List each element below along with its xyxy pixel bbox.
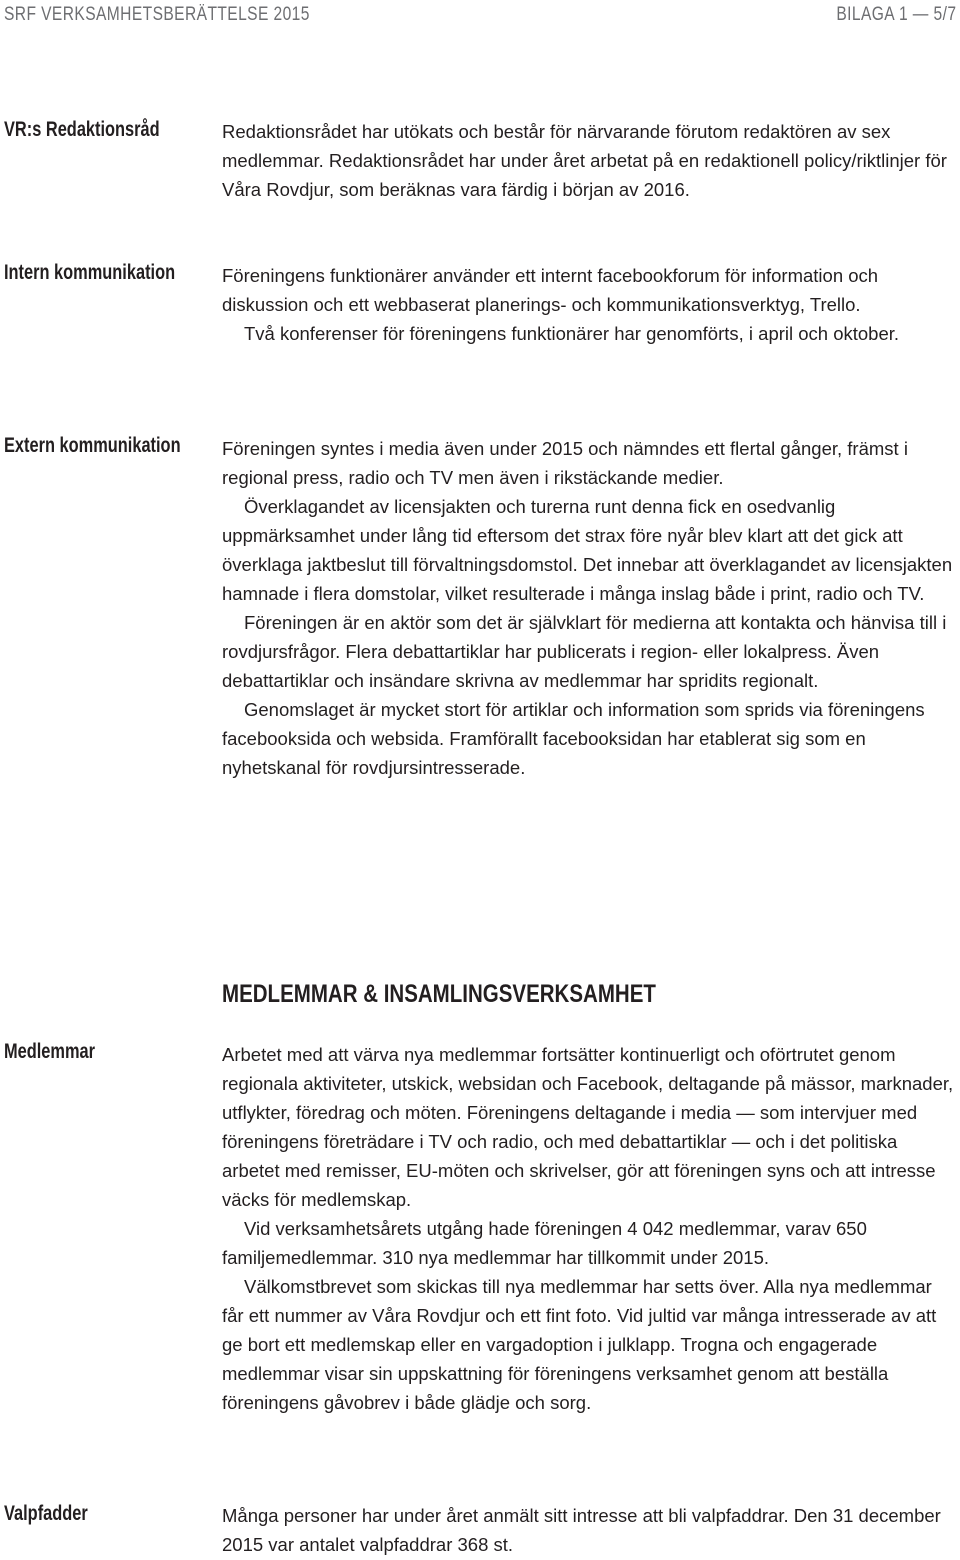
section-redaktionsrad [222, 117, 956, 204]
side-label-medlemmar: Medlemmar [4, 1040, 96, 1063]
paragraph: Arbetet med att värva nya medlemmar fortsätter kontinuerligt och oförtrutet genom regionala aktiviteter, utskick, websidan och Facebook, deltagande på mässor, marknader, utflykter, föredrag och möten. Föreningens deltagande i media — som intervjuer med föreningens företrädare i TV och radio, och med debattartiklar — och i det politiska arbetet med remisser, EU-möten och skrivelser, gör att föreningen syns och att intresse väcks för medlemskap. [222, 1044, 954, 1210]
paragraph: Föreningen syntes i media även under 2015 och nämndes ett flertal gånger, främst i regional press, radio och TV men även i rikstäckande medier. [222, 438, 908, 488]
paragraph: Många personer har under året anmält sitt intresse att bli valpfaddrar. Den 31 december 2015 var antalet valpfaddrar 368 st. [222, 1505, 941, 1555]
paragraph: Överklagandet av licensjakten och turerna runt denna fick en osedvanlig uppmärksamhet under lång tid eftersom det strax före nyår blev klart att det gick att överklaga jaktbeslut till förvaltningsdomstol. Det innebar att överklagandet av licensjakten hamnade i flera domstolar, vilket resulterade i många inslag både i print, radio och TV. [222, 496, 953, 604]
section-medlemmar [222, 1040, 956, 1417]
side-label-intern: Intern kommunikation [4, 261, 176, 284]
side-label-redaktionsrad: VR:s Redaktionsråd [4, 118, 160, 141]
section-extern [222, 434, 956, 782]
paragraph: Genomslaget är mycket stort för artiklar och information som sprids via föreningens facebooksida och websida. Framförallt facebooksidan har etablerat sig som en nyhetskanal för rovdjursintresserade. [222, 699, 925, 778]
paragraph: Föreningen är en aktör som det är självklart för medierna att kontakta och hänvisa till i rovdjursfrågor. Flera debattartiklar har publicerats i region- eller lokalpress. Även debattartiklar och insändare skrivna av medlemmar har spridits regionalt. [222, 612, 947, 691]
section-intern [222, 261, 956, 348]
paragraph: Föreningens funktionärer använder ett internt facebookforum för information och diskussion och ett webbaserat planerings- och kommunikationsverktyg, Trello. [222, 265, 879, 315]
side-label-extern: Extern kommunikation [4, 434, 181, 457]
running-header-page: BILAGA 1 — 5/7 [835, 4, 956, 25]
side-label-valpfadder: Valpfadder [4, 1502, 88, 1525]
paragraph: Redaktionsrådet har utökats och består för närvarande förutom redaktören av sex medlemmar. Redaktionsrådet har under året arbetat på en redaktionell policy/riktlinjer för Våra Rovdjur, som beräknas vara färdig i början av 2016. [222, 121, 947, 200]
paragraph: Välkomstbrevet som skickas till nya medlemmar har setts över. Alla nya medlemmar får ett nummer av Våra Rovdjur och ett fint foto. Vid jultid var många intresserade av att ge bort ett medlemskap eller en vargadoption i julklapp. Trogna och engagerade medlemmar visar sin uppskattning för föreningens verksamhet genom att beställa föreningens gåvobrev i både glädje och sorg. [222, 1276, 937, 1413]
paragraph: Vid verksamhetsårets utgång hade föreningen 4 042 medlemmar, varav 650 familjemedlemmar. 310 nya medlemmar har tillkommit under 2015. [222, 1218, 867, 1268]
running-header-title: SRF VERKSAMHETSBERÄTTELSE 2015 [4, 4, 310, 25]
paragraph: Två konferenser för föreningens funktionärer har genomförts, i april och oktober. [244, 323, 900, 344]
section-heading-medlemmar: MEDLEMMAR & INSAMLINGSVERKSAMHET [222, 980, 656, 1008]
section-valpfadder [222, 1501, 956, 1559]
